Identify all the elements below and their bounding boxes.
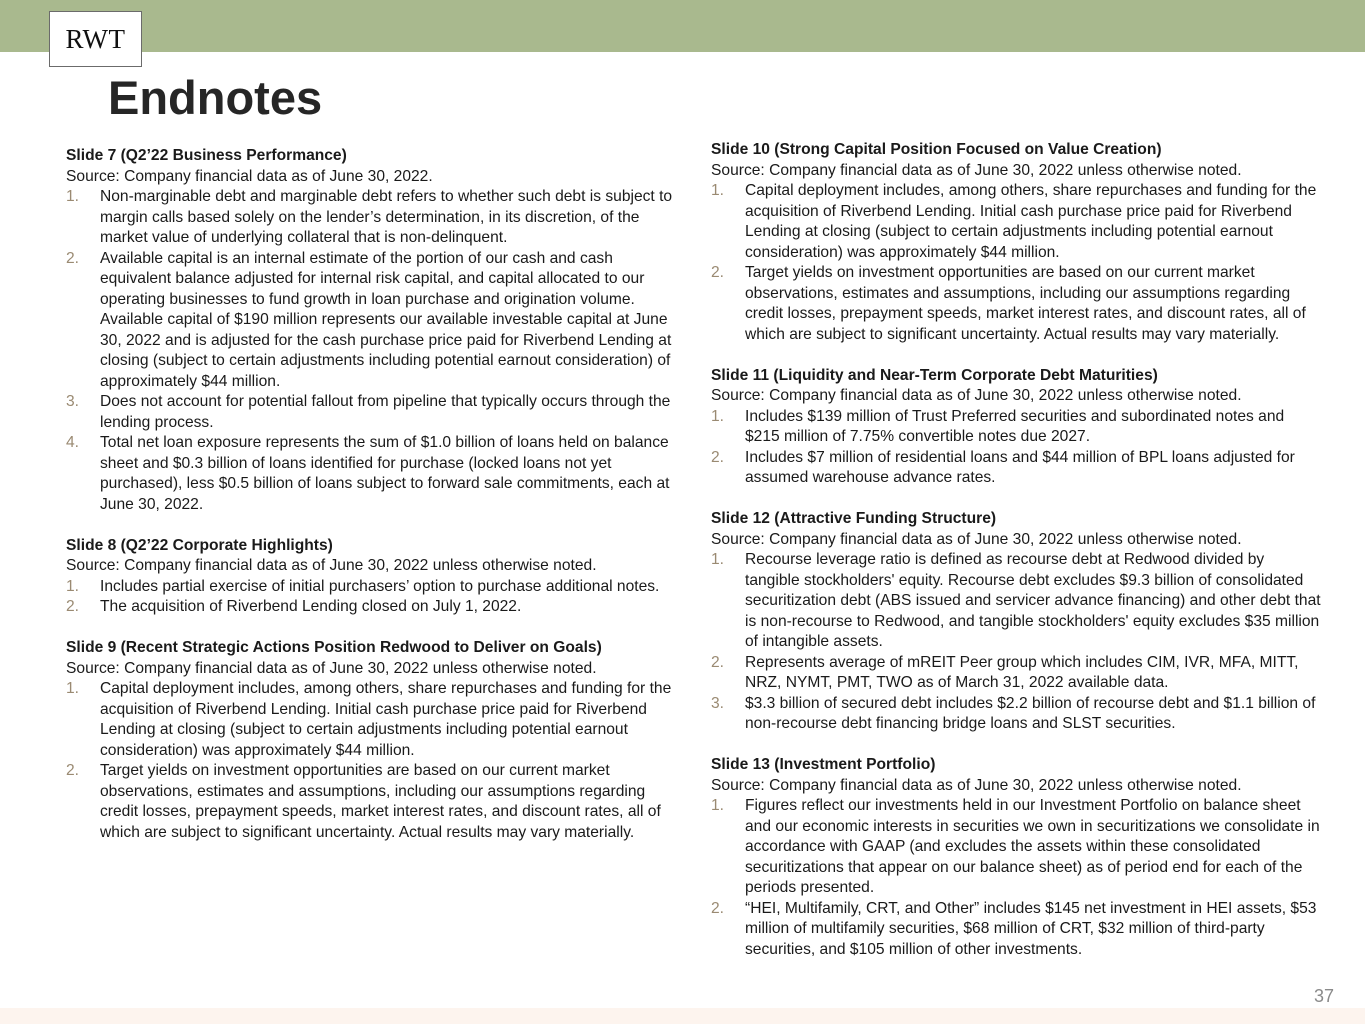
endnote-item bbox=[711, 694, 1321, 735]
section-heading: Slide 9 (Recent Strategic Actions Position Redwood to Deliver on Goals) bbox=[66, 639, 602, 656]
section-source: Source: Company financial data as of June 30, 2022 unless otherwise noted. bbox=[711, 387, 1242, 404]
footer-band bbox=[0, 1008, 1365, 1024]
endnote-section bbox=[66, 536, 676, 618]
endnote-list bbox=[711, 407, 1321, 489]
endnote-item bbox=[66, 187, 676, 249]
logo-text: RWT bbox=[65, 23, 126, 54]
endnote-item bbox=[66, 597, 676, 618]
section-heading: Slide 11 (Liquidity and Near-Term Corporate Debt Maturities) bbox=[711, 366, 1158, 384]
endnote-section bbox=[711, 140, 1321, 345]
endnote-text: Recourse leverage ratio is defined as recourse debt at Redwood divided by tangible stockholders' equity. Recourse debt excludes $9.3 billion of consolidated securitization debt (ABS issued and servicer advance financing) and other debt that is non-recourse to Redwood, and tangible stockholders' equity excludes $35 million of intangible assets. bbox=[745, 551, 1321, 650]
endnote-item bbox=[711, 899, 1321, 961]
endnote-number: 3. bbox=[711, 694, 725, 712]
endnote-item bbox=[711, 796, 1321, 899]
endnote-text: Capital deployment includes, among others, share repurchases and funding for the acquisition of Riverbend Lending. Initial cash purchase price paid for Riverbend Lending at closing (subject to certain adjustments including potential earnout consideration) was approximately $44 million. bbox=[100, 680, 672, 759]
endnote-text: Target yields on investment opportunities are based on our current market observations, estimates and assumptions, including our assumptions regarding credit losses, prepayment speeds, market interest rates, and discount rates, all of which are subject to significant uncertainty. Actual results may vary materially. bbox=[100, 762, 661, 841]
endnote-item bbox=[711, 653, 1321, 694]
section-source: Source: Company financial data as of June 30, 2022 unless otherwise noted. bbox=[711, 776, 1242, 794]
endnote-text: Includes $7 million of residential loans and $44 million of BPL loans adjusted for assumed warehouse advance rates. bbox=[745, 448, 1295, 486]
endnote-number: 2. bbox=[711, 653, 725, 671]
right-column bbox=[711, 140, 1321, 981]
section-source: Source: Company financial data as of June 30, 2022 unless otherwise noted. bbox=[66, 659, 597, 677]
endnote-text: Figures reflect our investments held in our Investment Portfolio on balance sheet and our economic interests in securities we own in securitizations we consolidate in accordance with GAAP (and excludes the assets within these consolidated securitizations that appear on our balance sheet) as of period end for each of the periods presented. bbox=[745, 797, 1320, 896]
endnote-text: Total net loan exposure represents the sum of $1.0 billion of loans held on balance sheet and $0.3 billion of loans identified for purchase (locked loans not yet purchased), less $0.5 billion of loans subject to forward sale commitments, each at June 30, 2022. bbox=[100, 434, 670, 513]
endnote-text: Capital deployment includes, among others, share repurchases and funding for the acquisition of Riverbend Lending. Initial cash purchase price paid for Riverbend Lending at closing (subject to certain adjustments including potential earnout consideration) was approximately $44 million. bbox=[745, 182, 1317, 261]
section-source: Source: Company financial data as of June 30, 2022 unless otherwise noted. bbox=[711, 530, 1242, 548]
endnote-number: 1. bbox=[66, 680, 80, 697]
endnote-number: 4. bbox=[66, 434, 80, 451]
endnote-text: “HEI, Multifamily, CRT, and Other” includes $145 net investment in HEI assets, $53 million of multifamily securities, $68 million of CRT, $32 million of third-party securities, and $105 million of other investments. bbox=[745, 899, 1317, 958]
endnote-text: Represents average of mREIT Peer group which includes CIM, IVR, MFA, MITT, NRZ, NYMT, PMT, TWO as of March 31, 2022 available data. bbox=[745, 653, 1299, 691]
endnote-item bbox=[711, 263, 1321, 345]
endnote-list bbox=[66, 187, 676, 515]
endnote-number: 2. bbox=[711, 264, 725, 281]
endnote-number: 2. bbox=[66, 762, 80, 779]
endnote-list bbox=[711, 550, 1321, 735]
section-source: Source: Company financial data as of June 30, 2022 unless otherwise noted. bbox=[66, 557, 597, 574]
endnote-text: Does not account for potential fallout from pipeline that typically occurs through the lending process. bbox=[100, 393, 671, 431]
left-column bbox=[66, 146, 676, 864]
endnote-number: 1. bbox=[711, 182, 725, 199]
endnote-list bbox=[66, 679, 676, 843]
endnote-list bbox=[711, 796, 1321, 960]
endnote-item bbox=[711, 181, 1321, 263]
endnote-section bbox=[711, 366, 1321, 489]
endnote-item bbox=[66, 249, 676, 393]
endnote-number: 1. bbox=[711, 551, 725, 568]
endnote-number: 2. bbox=[711, 448, 725, 466]
endnote-section bbox=[711, 509, 1321, 735]
endnote-number: 1. bbox=[711, 797, 725, 814]
endnote-list bbox=[66, 577, 676, 618]
section-heading: Slide 8 (Q2’22 Corporate Highlights) bbox=[66, 536, 333, 554]
section-source: Source: Company financial data as of June 30, 2022 unless otherwise noted. bbox=[711, 161, 1242, 179]
endnote-text: Target yields on investment opportunities are based on our current market observations, estimates and assumptions, including our assumptions regarding credit losses, prepayment speeds, market interest rates, and discount rates, all of which are subject to significant uncertainty. Actual results may vary materially. bbox=[745, 264, 1306, 343]
section-source: Source: Company financial data as of June 30, 2022. bbox=[66, 167, 433, 185]
endnote-item bbox=[711, 407, 1321, 448]
endnote-text: Includes $139 million of Trust Preferred securities and subordinated notes and $215 million of 7.75% convertible notes due 2027. bbox=[745, 407, 1285, 445]
rwt-logo bbox=[49, 11, 142, 67]
endnote-item bbox=[711, 550, 1321, 653]
endnote-text: The acquisition of Riverbend Lending closed on July 1, 2022. bbox=[100, 598, 522, 615]
endnote-item bbox=[66, 392, 676, 433]
endnote-text: Available capital is an internal estimate of the portion of our cash and cash equivalent balance adjusted for internal risk capital, and capital allocated to our operating businesses to fund growth in loan purchase and origination volume. Available capital of $190 million represents our available investable capital at June 30, 2022 and is adjusted for the cash purchase price paid for Riverbend Lending at closing (subject to certain adjustments including potential earnout consideration) of approximately $44 million. bbox=[100, 249, 672, 390]
endnote-section bbox=[711, 755, 1321, 960]
endnote-number: 2. bbox=[66, 249, 80, 267]
endnote-number: 2. bbox=[711, 899, 725, 917]
section-heading: Slide 13 (Investment Portfolio) bbox=[711, 756, 936, 773]
section-heading: Slide 10 (Strong Capital Position Focused on Value Creation) bbox=[711, 141, 1162, 158]
endnote-item bbox=[66, 433, 676, 515]
endnote-text: $3.3 billion of secured debt includes $2.2 billion of recourse debt and $1.1 billion of non-recourse debt financing bridge loans and SLST securities. bbox=[745, 694, 1316, 732]
page-title: Endnotes bbox=[108, 71, 323, 124]
endnote-number: 1. bbox=[66, 577, 80, 595]
endnote-item bbox=[66, 679, 676, 761]
section-heading: Slide 7 (Q2’22 Business Performance) bbox=[66, 147, 347, 164]
endnote-number: 1. bbox=[711, 407, 725, 425]
endnote-item bbox=[711, 448, 1321, 489]
endnote-section bbox=[66, 146, 676, 515]
endnote-number: 1. bbox=[66, 188, 80, 205]
endnote-number: 3. bbox=[66, 393, 80, 410]
endnote-number: 2. bbox=[66, 598, 80, 615]
page-number: 37 bbox=[1313, 986, 1334, 1006]
endnote-section bbox=[66, 638, 676, 843]
endnote-text: Non-marginable debt and marginable debt refers to whether such debt is subject to margin calls based solely on the lender’s determination, in its discretion, of the market value of underlying collateral that is non-delinquent. bbox=[100, 188, 673, 246]
endnote-item bbox=[66, 577, 676, 598]
endnote-list bbox=[711, 181, 1321, 345]
header-band bbox=[0, 0, 1365, 52]
section-heading: Slide 12 (Attractive Funding Structure) bbox=[711, 510, 997, 527]
endnote-item bbox=[66, 761, 676, 843]
endnote-text: Includes partial exercise of initial purchasers’ option to purchase additional notes. bbox=[100, 577, 660, 595]
